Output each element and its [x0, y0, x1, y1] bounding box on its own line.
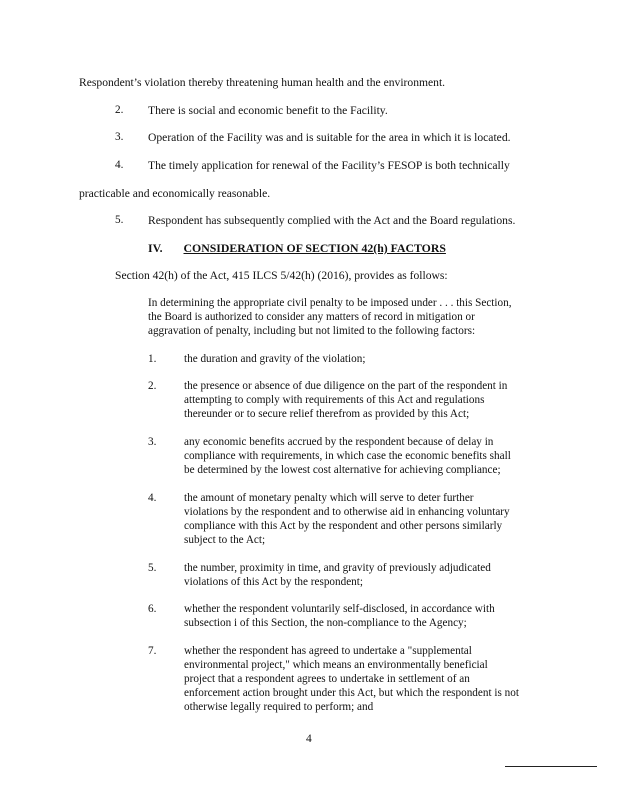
factor-line: subsection i of this Section, the non-compliance to the Agency;: [184, 617, 467, 629]
factor-line: attempting to comply with requirements of this Act and regulations: [184, 394, 485, 406]
factor-line: enforcement action brought under this Act, but which the respondent is not: [184, 687, 519, 699]
factor-line: project that a respondent agrees to undertake in settlement of an: [184, 673, 470, 685]
factor-line: violations of this Act by the respondent;: [184, 576, 363, 588]
factor-line: subject to the Act;: [184, 534, 266, 546]
finding-text: The timely application for renewal of the Facility’s FESOP is both technically: [148, 159, 510, 172]
factor-line: otherwise legally required to perform; and: [184, 701, 374, 713]
finding-text-continuation: practicable and economically reasonable.: [79, 187, 271, 200]
factor-number: 6.: [148, 603, 157, 615]
factor-line: be determined by the lowest cost alternative for achieving compliance;: [184, 464, 501, 476]
factor-line: the amount of monetary penalty which will serve to deter further: [184, 492, 474, 504]
factor-line: compliance with this Act by the respondent and other persons similarly: [184, 520, 503, 532]
factor-number: 3.: [148, 436, 157, 448]
factor-number: 1.: [148, 353, 157, 365]
finding-text: There is social and economic benefit to the Facility.: [148, 104, 388, 117]
quote-line: aggravation of penalty, including but not limited to the following factors:: [148, 325, 476, 337]
footer-rule: [505, 766, 597, 767]
factor-line: any economic benefits accrued by the respondent because of delay in: [184, 436, 494, 448]
factor-number: 4.: [148, 492, 157, 504]
finding-text: Operation of the Facility was and is suitable for the area in which it is located.: [148, 131, 511, 144]
factor-line: the duration and gravity of the violation;: [184, 353, 366, 365]
finding-number: 5.: [115, 214, 124, 226]
finding-number: 2.: [115, 104, 124, 116]
section-numeral: IV.: [148, 241, 163, 255]
factor-line: whether the respondent voluntarily self-disclosed, in accordance with: [184, 603, 495, 615]
section-heading: [148, 241, 446, 256]
finding-number: 3.: [115, 131, 124, 143]
factor-line: the presence or absence of due diligence on the part of the respondent in: [184, 380, 508, 392]
factor-line: whether the respondent has agreed to undertake a "supplemental: [184, 645, 472, 657]
finding-number: 4.: [115, 159, 124, 171]
quote-line: In determining the appropriate civil penalty to be imposed under . . . this Section,: [148, 297, 512, 309]
continuation-paragraph: Respondent’s violation thereby threatening human health and the environment.: [79, 76, 446, 89]
intro-paragraph: Section 42(h) of the Act, 415 ILCS 5/42(h) (2016), provides as follows:: [115, 269, 448, 282]
section-title: CONSIDERATION OF SECTION 42(h) FACTORS: [183, 241, 446, 255]
factor-number: 2.: [148, 380, 157, 392]
quote-line: the Board is authorized to consider any matters of record in mitigation or: [148, 311, 475, 323]
factor-number: 5.: [148, 562, 157, 574]
factor-line: the number, proximity in time, and gravity of previously adjudicated: [184, 562, 491, 574]
factor-line: violations by the respondent and to otherwise aid in enhancing voluntary: [184, 506, 510, 518]
page-number: 4: [306, 733, 312, 745]
factor-line: thereunder or to secure relief therefrom as provided by this Act;: [184, 408, 470, 420]
finding-text: Respondent has subsequently complied with the Act and the Board regulations.: [148, 214, 516, 227]
factor-line: environmental project," which means an environmentally beneficial: [184, 659, 488, 671]
factor-number: 7.: [148, 645, 157, 657]
factor-line: compliance with requirements, in which case the economic benefits shall: [184, 450, 511, 462]
